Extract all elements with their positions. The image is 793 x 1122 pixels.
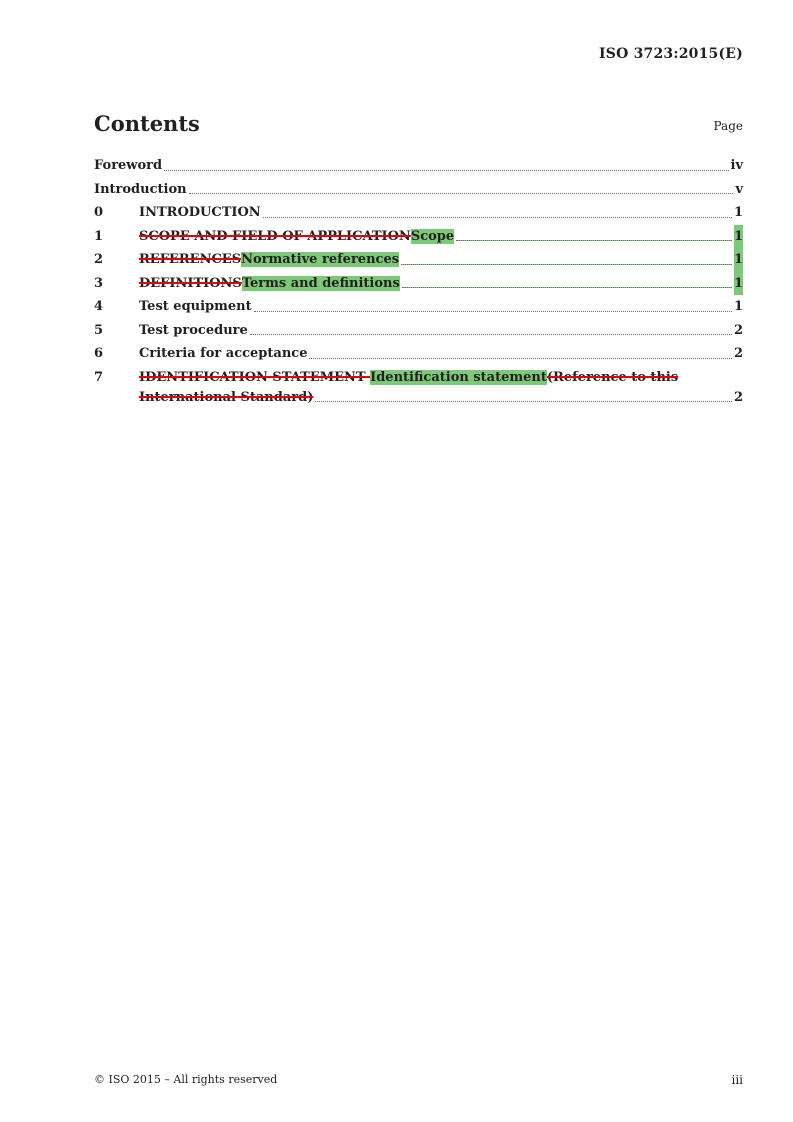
toc-entry-foreword[interactable] (94, 154, 743, 178)
toc-entry-5[interactable] (94, 319, 743, 343)
toc-entry-introduction[interactable] (94, 178, 743, 202)
toc-entry-1[interactable] (94, 225, 743, 249)
toc-entry-number: 2 (94, 252, 104, 267)
toc-entry-2[interactable] (94, 248, 743, 272)
document-id: ISO 3723:2015(E) (599, 46, 743, 62)
toc-entry-number: 5 (94, 322, 104, 338)
deleted-text: REFERENCES (139, 252, 242, 267)
toc-entry-number: 3 (94, 275, 104, 291)
toc-entry-number: 0 (94, 205, 104, 220)
dot-leader (164, 170, 728, 171)
contents-heading: Contents (94, 111, 200, 136)
copyright-notice: © ISO 2015 – All rights reserved (94, 1073, 278, 1086)
dot-leader (402, 287, 732, 288)
toc-entry-3[interactable] (94, 272, 743, 296)
toc-entry-page: 2 (733, 346, 743, 361)
toc-entry-page: 1 (733, 205, 743, 220)
dot-leader (189, 193, 734, 194)
deleted-text: International Standard) (139, 390, 314, 405)
page-column-label: Page (713, 119, 743, 133)
toc-entry-page: iv (730, 158, 743, 173)
dot-leader (263, 217, 732, 218)
deleted-text: DEFINITIONS (139, 275, 242, 291)
toc-entry-title: INTRODUCTION (139, 205, 261, 220)
inserted-text: Terms and definitions (241, 275, 400, 291)
inserted-text: Scope (410, 228, 455, 244)
dot-leader (309, 358, 731, 359)
dot-leader (456, 240, 732, 241)
toc-entry-number: 6 (94, 346, 104, 361)
deleted-text: (Reference to this (546, 369, 679, 385)
toc-entry-title: Criteria for acceptance (139, 346, 308, 361)
toc-entry-page: 1 (734, 272, 743, 296)
toc-entry-0[interactable] (94, 201, 743, 225)
inserted-text: Normative references (241, 252, 400, 267)
toc-entry-title: Introduction (94, 181, 187, 197)
dot-leader (254, 311, 732, 312)
dot-leader (315, 401, 732, 402)
toc-entry-4[interactable] (94, 295, 743, 319)
toc-entry-page: 2 (733, 322, 743, 338)
toc-entry-page: 1 (734, 225, 743, 249)
table-of-contents (94, 154, 743, 406)
toc-entry-title: Foreword (94, 158, 163, 173)
inserted-text: Identification statement (370, 369, 547, 385)
toc-entry-page: 2 (733, 390, 743, 405)
toc-entry-title: Test procedure (139, 322, 248, 338)
toc-entry-page: 1 (734, 248, 743, 272)
toc-entry-7[interactable] (94, 366, 743, 407)
dot-leader (250, 334, 732, 335)
toc-entry-page: 1 (733, 299, 743, 314)
deleted-text: IDENTIFICATION STATEMENT (139, 369, 371, 385)
toc-entry-6[interactable] (94, 342, 743, 366)
toc-entry-number: 7 (94, 369, 104, 385)
page-number: iii (731, 1073, 743, 1087)
toc-entry-title: Test equipment (139, 299, 252, 314)
toc-entry-page: v (735, 181, 743, 197)
deleted-text: SCOPE AND FIELD OF APPLICATION (139, 228, 411, 244)
toc-entry-number: 1 (94, 228, 104, 244)
dot-leader (401, 264, 732, 265)
toc-entry-number: 4 (94, 299, 104, 314)
